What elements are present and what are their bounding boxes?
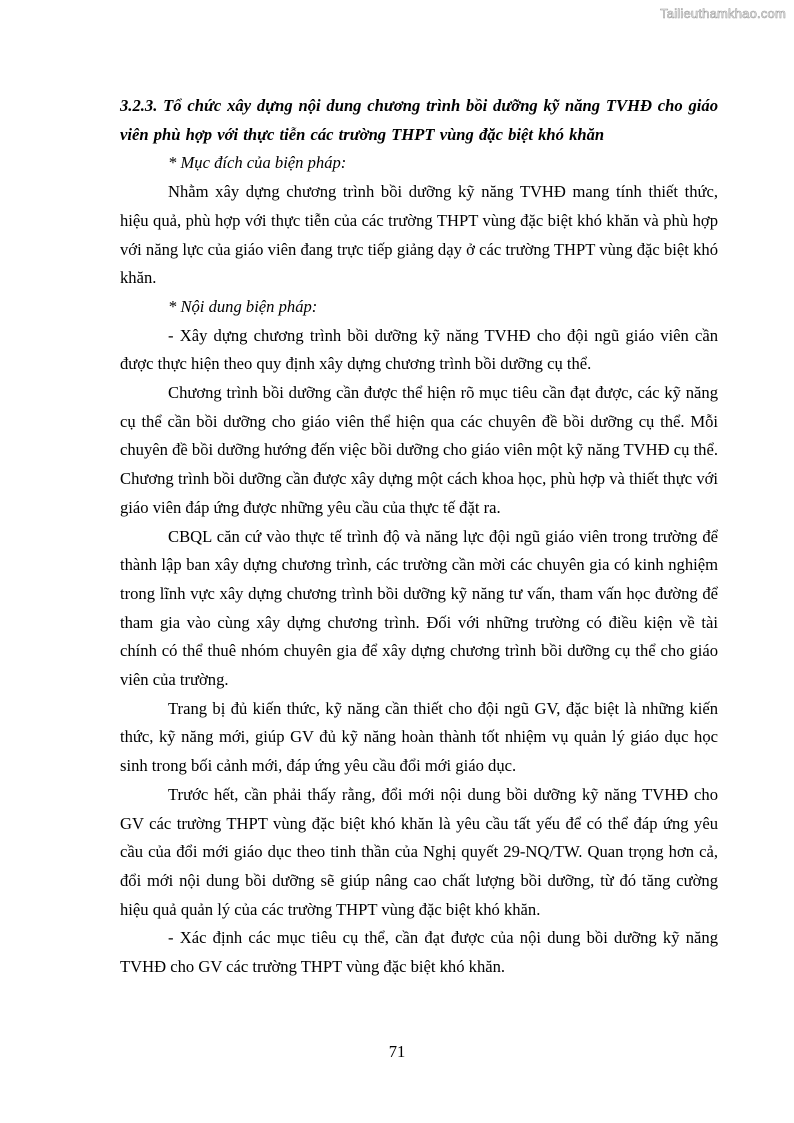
paragraph: Chương trình bồi dưỡng cần được thể hiện rõ mục tiêu cần đạt được, các kỹ năng cụ thể cần bồi dưỡng cho giáo viên thể hiện qua các chuyên đề bồi dưỡng cụ thể. Mỗi chuyên đề bồi dưỡng hướng đến việc bồi dưỡng cho giáo viên một kỹ năng TVHĐ cụ thể. Chương trình bồi dưỡng cần được xây dựng một cách khoa học, phù hợp và thiết thực với giáo viên đáp ứng được những yêu cầu của thực tế đặt ra.	[120, 383, 718, 517]
paragraph: Nhằm xây dựng chương trình bồi dưỡng kỹ năng TVHĐ mang tính thiết thức, hiệu quả, phù hợp với thực tiễn của các trường THPT vùng đặc biệt khó khăn và phù hợp với năng lực của giáo viên đang trực tiếp giảng dạy ở các trường THPT vùng đặc biệt khó khăn.	[120, 182, 718, 288]
section-heading: 3.2.3. Tổ chức xây dựng nội dung chương trình bồi dưỡng kỹ năng TVHĐ cho giáo viên phù hợp với thực tiễn các trường THPT vùng đặc biệt khó khăn	[120, 96, 718, 144]
paragraph: - Xây dựng chương trình bồi dưỡng kỹ năng TVHĐ cho đội ngũ giáo viên cần được thực hiện theo quy định xây dựng chương trình bồi dưỡng cụ thể.	[120, 325, 718, 374]
paragraph: Trước hết, cần phải thấy rằng, đổi mới nội dung bồi dưỡng kỹ năng TVHĐ cho GV các trường THPT vùng đặc biệt khó khăn là yêu cầu tất yếu để có thể đáp ứng yêu cầu của đổi mới giáo dục theo tinh thần của Nghị quyết 29-NQ/TW. Quan trọng hơn cả, đổi mới nội dung bồi dưỡng sẽ giúp nâng cao chất lượng bồi dưỡng, từ đó tăng cường hiệu quả quản lý của các trường THPT vùng đặc biệt khó khăn.	[120, 784, 718, 919]
paragraph: CBQL căn cứ vào thực tế trình độ và năng lực đội ngũ giáo viên trong trường để thành lập ban xây dựng chương trình, các trường cần mời các chuyên gia có kinh nghiệm trong lĩnh vực xây dựng chương trình bồi dưỡng kỹ năng tư vấn, tham vấn học đường để tham gia vào cùng xây dựng chương trình. Đối với những trường có điều kiện về tài chính có thể thuê nhóm chuyên gia để xây dựng chương trình bồi dưỡng cụ thể cho giáo viên của trường.	[120, 526, 718, 690]
paragraph-content-label: * Nội dung biện pháp:	[168, 296, 318, 316]
document-body	[120, 92, 718, 982]
paragraph: Trang bị đủ kiến thức, kỹ năng cần thiết cho đội ngũ GV, đặc biệt là những kiến thức, kỹ năng mới, giúp GV đủ kỹ năng hoàn thành tốt nhiệm vụ quản lý giáo dục học sinh trong bối cảnh mới, đáp ứng yêu cầu đổi mới giáo dục.	[120, 698, 718, 776]
paragraph: - Xác định các mục tiêu cụ thể, cần đạt được của nội dung bồi dưỡng kỹ năng TVHĐ cho GV các trường THPT vùng đặc biệt khó khăn.	[120, 928, 718, 977]
watermark-text: Tailieuthamkhao.com	[660, 6, 786, 21]
paragraph-purpose-label: * Mục đích của biện pháp:	[168, 153, 347, 173]
page-number: 71	[388, 1042, 406, 1061]
